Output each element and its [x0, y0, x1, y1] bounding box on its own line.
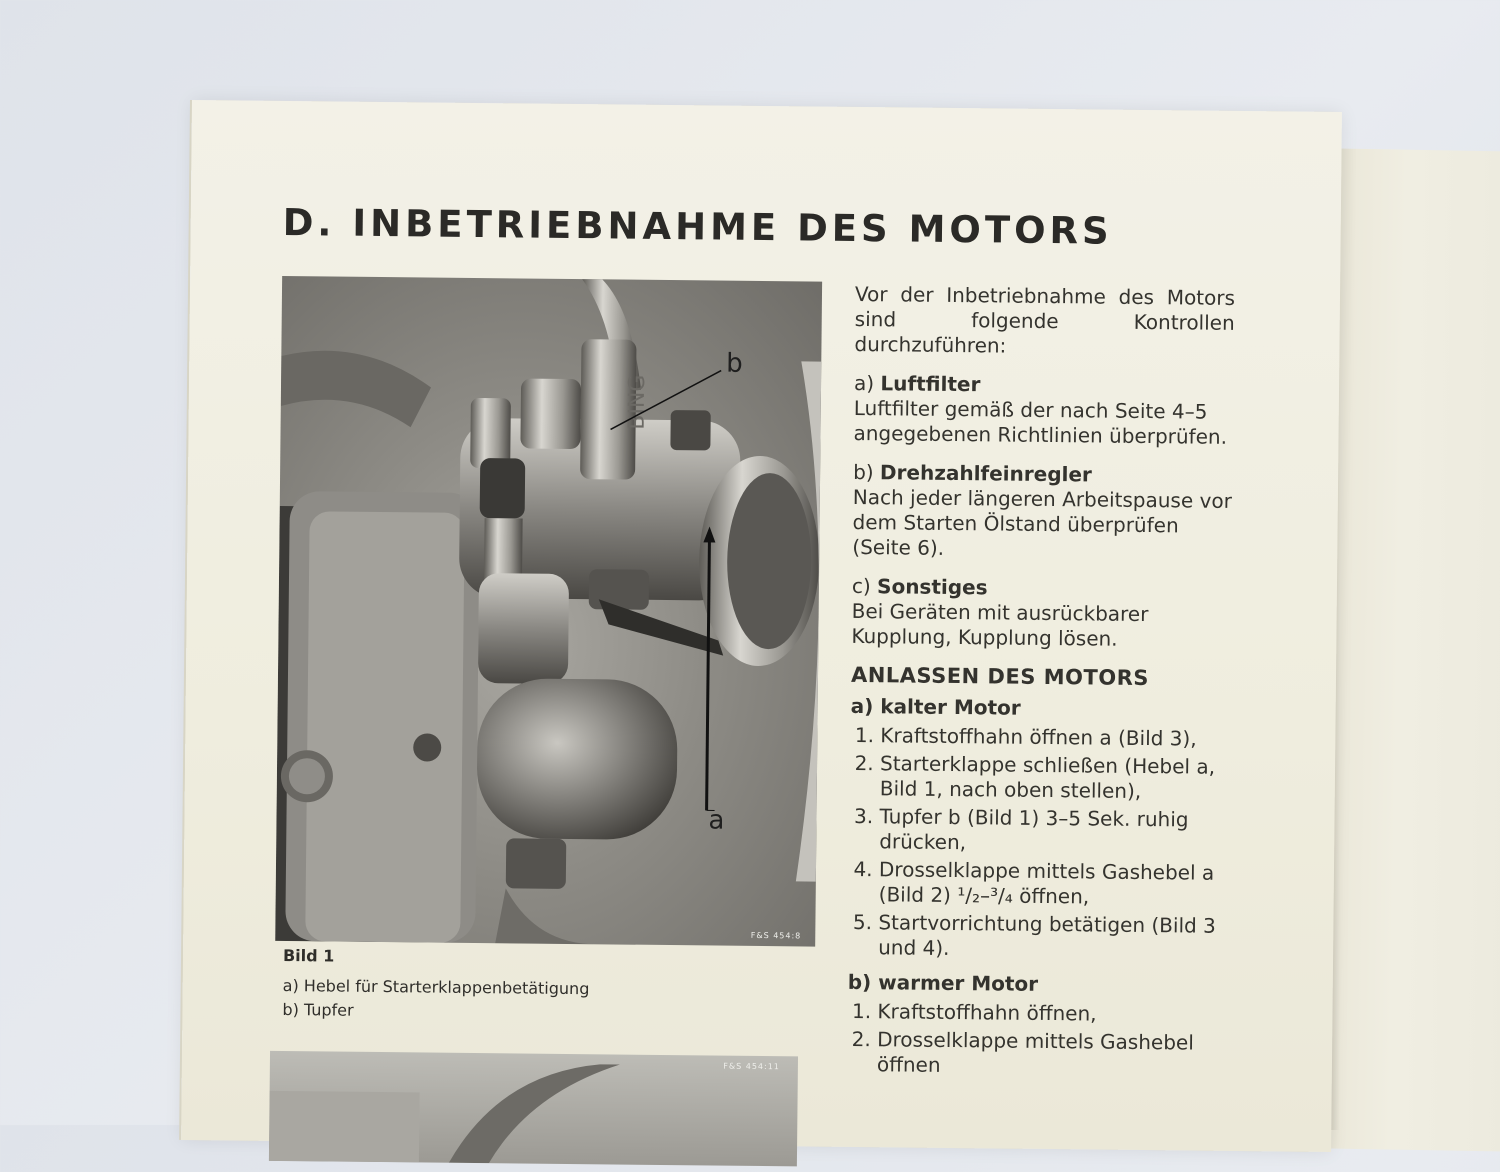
cold-engine-title: a) kalter Motor — [851, 694, 1231, 723]
check-text: Nach jeder längeren Arbeitspause vor dem Starten Ölstand überprüfen (Seite 6). — [852, 485, 1233, 564]
intro-text: Vor der Inbetriebnahme des Motors sind folgende Kontrollen durchzuführen: — [854, 282, 1235, 361]
figure-code: F&S 454:8 — [751, 931, 802, 941]
figure-label-b: b — [726, 349, 743, 379]
list-item: 2. Starterklappe schließen (Hebel a, Bild 1, nach oben stellen), — [880, 751, 1231, 805]
figure-label-a: a — [708, 805, 724, 835]
instructions-column — [847, 282, 1235, 1091]
check-drehzahlfeinregler — [852, 460, 1233, 564]
figure-caption-a: a) Hebel für Starterklappenbetätigung — [283, 976, 590, 998]
start-heading: ANLASSEN DES MOTORS — [851, 663, 1231, 692]
manual-page — [181, 100, 1342, 1152]
warm-steps-list — [847, 999, 1228, 1081]
cold-steps-list — [848, 723, 1230, 964]
list-item: 1. Kraftstoffhahn öffnen, — [877, 999, 1227, 1028]
check-text: Luftfilter gemäß der nach Seite 4–5 angegebenen Richtlinien überprüfen. — [853, 396, 1234, 450]
figure-2-photo — [269, 1051, 798, 1167]
check-luftfilter — [853, 371, 1234, 450]
check-prefix: b) — [853, 460, 874, 484]
figure-caption-b: b) Tupfer — [282, 1000, 353, 1020]
check-title: Sonstiges — [877, 574, 988, 599]
check-sonstiges — [851, 574, 1232, 653]
check-prefix: a) — [854, 371, 874, 395]
list-item: 4. Drosselklappe mittels Gashebel a (Bild 2) ¹/₂–³/₄ öffnen, — [879, 857, 1230, 911]
page-heading: D. INBETRIEBNAHME DES MOTORS — [282, 201, 1112, 253]
figure-2-code: F&S 454:11 — [723, 1062, 780, 1072]
svg-text:BING: BING — [625, 374, 651, 429]
list-item: 3. Tupfer b (Bild 1) 3–5 Sek. ruhig drücken, — [879, 804, 1230, 858]
figure-caption-title: Bild 1 — [283, 946, 335, 966]
check-title: Luftfilter — [880, 371, 980, 396]
check-prefix: c) — [852, 574, 871, 598]
figure-2-illustration — [269, 1051, 798, 1167]
check-title: Drehzahlfeinregler — [880, 460, 1092, 486]
list-item: 1. Kraftstoffhahn öffnen a (Bild 3), — [880, 723, 1230, 752]
figure-1-photo — [275, 276, 822, 947]
list-item: 2. Drosselklappe mittels Gashebel öffnen — [877, 1027, 1228, 1081]
warm-engine-title: b) warmer Motor — [848, 970, 1228, 999]
check-text: Bei Geräten mit ausrückbarer Kupplung, Kupplung lösen. — [851, 599, 1232, 653]
list-item: 5. Startvorrichtung betätigen (Bild 3 und 4). — [878, 910, 1229, 964]
